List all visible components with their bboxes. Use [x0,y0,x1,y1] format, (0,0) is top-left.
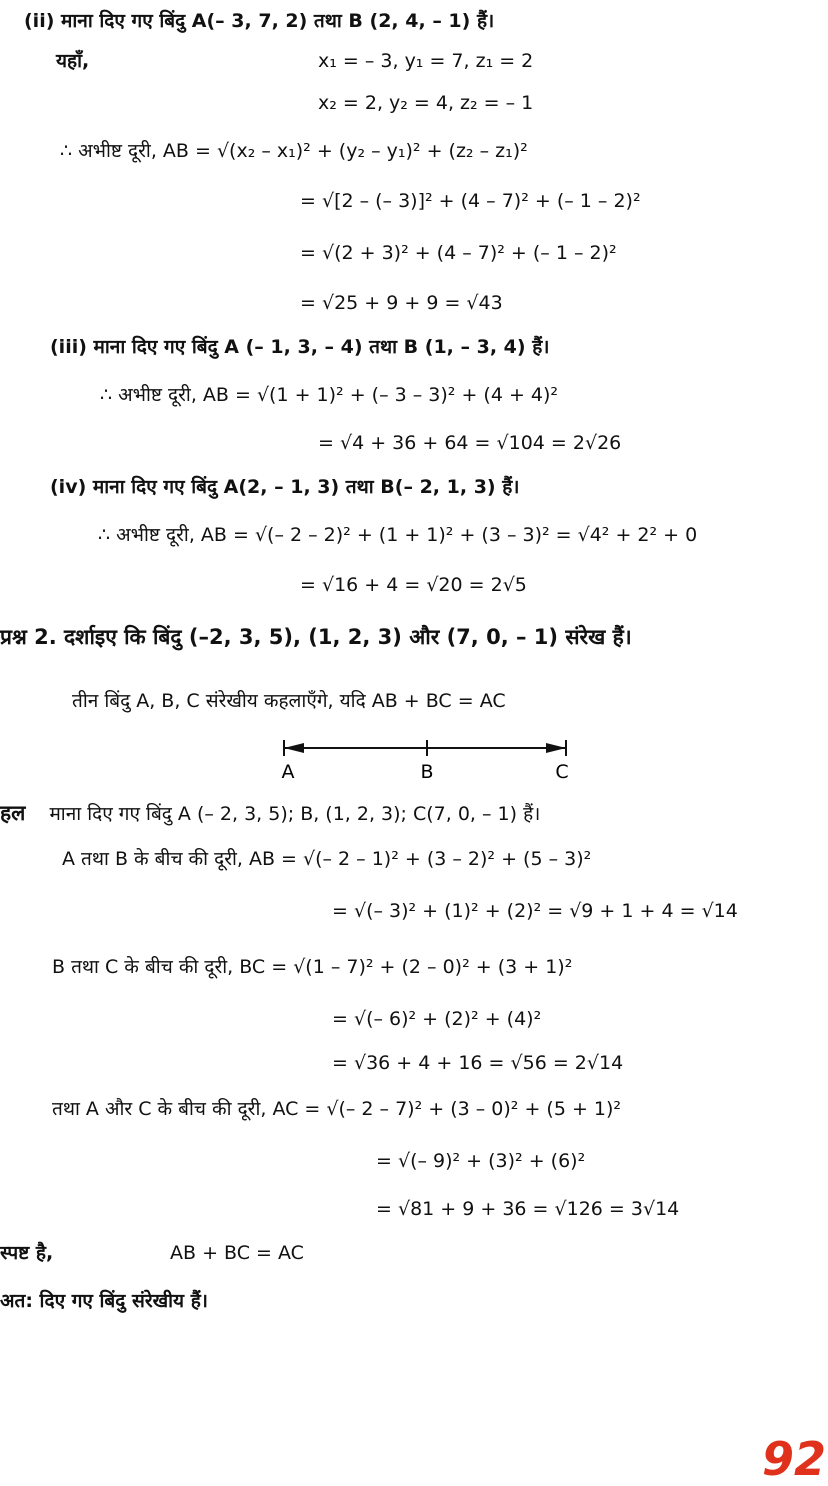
part-iii-step1: ∴ अभीष्ट दूरी, AB = √(1 + 1)² + (– 3 – 3)² + (4 + 4)² [100,384,559,406]
solution-ab-2: = √(– 3)² + (1)² + (2)² = √9 + 1 + 4 = √14 [332,900,738,922]
solution-ac-1: तथा A और C के बीच की दूरी, AC = √(– 2 – 7)² + (3 – 0)² + (5 + 1)² [52,1098,622,1120]
part-ii-here: यहाँ, [56,50,90,72]
part-iv-step1: ∴ अभीष्ट दूरी, AB = √(– 2 – 2)² + (1 + 1)² + (3 – 3)² = √4² + 2² + 0 [98,524,698,546]
part-iv-step2: = √16 + 4 = √20 = 2√5 [300,574,527,596]
part-ii-step3: = √(2 + 3)² + (4 – 7)² + (– 1 – 2)² [300,242,617,264]
part-iv-header: (iv) माना दिए गए बिंदु A(2, – 1, 3) तथा B(– 2, 1, 3) हैं। [50,476,520,498]
question-2 [0,624,632,650]
part-ii-step2: = √[2 – (– 3)]² + (4 – 7)² + (– 1 – 2)² [300,190,641,212]
solution-ab-1: A तथा B के बीच की दूरी, AB = √(– 2 – 1)² + (3 – 2)² + (5 – 3)² [62,848,592,870]
arrow-a [284,743,304,753]
arrow-c [546,743,566,753]
label-a: A [281,761,295,783]
part-ii-step1: ∴ अभीष्ट दूरी, AB = √(x₂ – x₁)² + (y₂ – y₁)² + (z₂ – z₁)² [60,140,528,162]
part-ii-step4: = √25 + 9 + 9 = √43 [300,292,503,314]
solution-ac-2: = √(– 9)² + (3)² + (6)² [376,1150,586,1172]
solution-bc-2: = √(– 6)² + (2)² + (4)² [332,1008,542,1030]
collinear-line-diagram [270,734,590,784]
part-iii-step2: = √4 + 36 + 64 = √104 = 2√26 [318,432,622,454]
page-number: 92 [761,1432,826,1486]
solution-bc-1: B तथा C के बीच की दूरी, BC = √(1 – 7)² + (2 – 0)² + (3 + 1)² [52,956,573,978]
solution-bc-3: = √36 + 4 + 16 = √56 = 2√14 [332,1052,624,1074]
part-ii-given2: x₂ = 2, y₂ = 4, z₂ = – 1 [318,92,534,114]
solution-label: हल [0,801,26,825]
question-2-text: दर्शाइए कि बिंदु (–2, 3, 5), (1, 2, 3) और (7, 0, – 1) संरेख हैं। [64,625,632,649]
solution-intro: माना दिए गए बिंदु A (– 2, 3, 5); B, (1, 2, 3); C(7, 0, – 1) हैं। [49,803,541,825]
label-c: C [555,761,569,783]
collinearity-note: तीन बिंदु A, B, C संरेखीय कहलाएँगे, यदि AB + BC = AC [72,690,506,712]
clear-label: स्पष्ट है, [0,1242,54,1264]
conclusion: अत: दिए गए बिंदु संरेखीय हैं। [0,1290,208,1312]
part-ii-header: (ii) माना दिए गए बिंदु A(– 3, 7, 2) तथा B (2, 4, – 1) हैं। [24,10,495,32]
question-2-label: प्रश्न 2. [0,625,57,649]
label-b: B [420,761,434,783]
clear-equation: AB + BC = AC [170,1242,304,1264]
solution-intro-row [0,800,540,827]
part-ii-given1: x₁ = – 3, y₁ = 7, z₁ = 2 [318,50,534,72]
solution-ac-3: = √81 + 9 + 36 = √126 = 3√14 [376,1198,680,1220]
part-iii-header: (iii) माना दिए गए बिंदु A (– 1, 3, – 4) तथा B (1, – 3, 4) हैं। [50,336,550,358]
